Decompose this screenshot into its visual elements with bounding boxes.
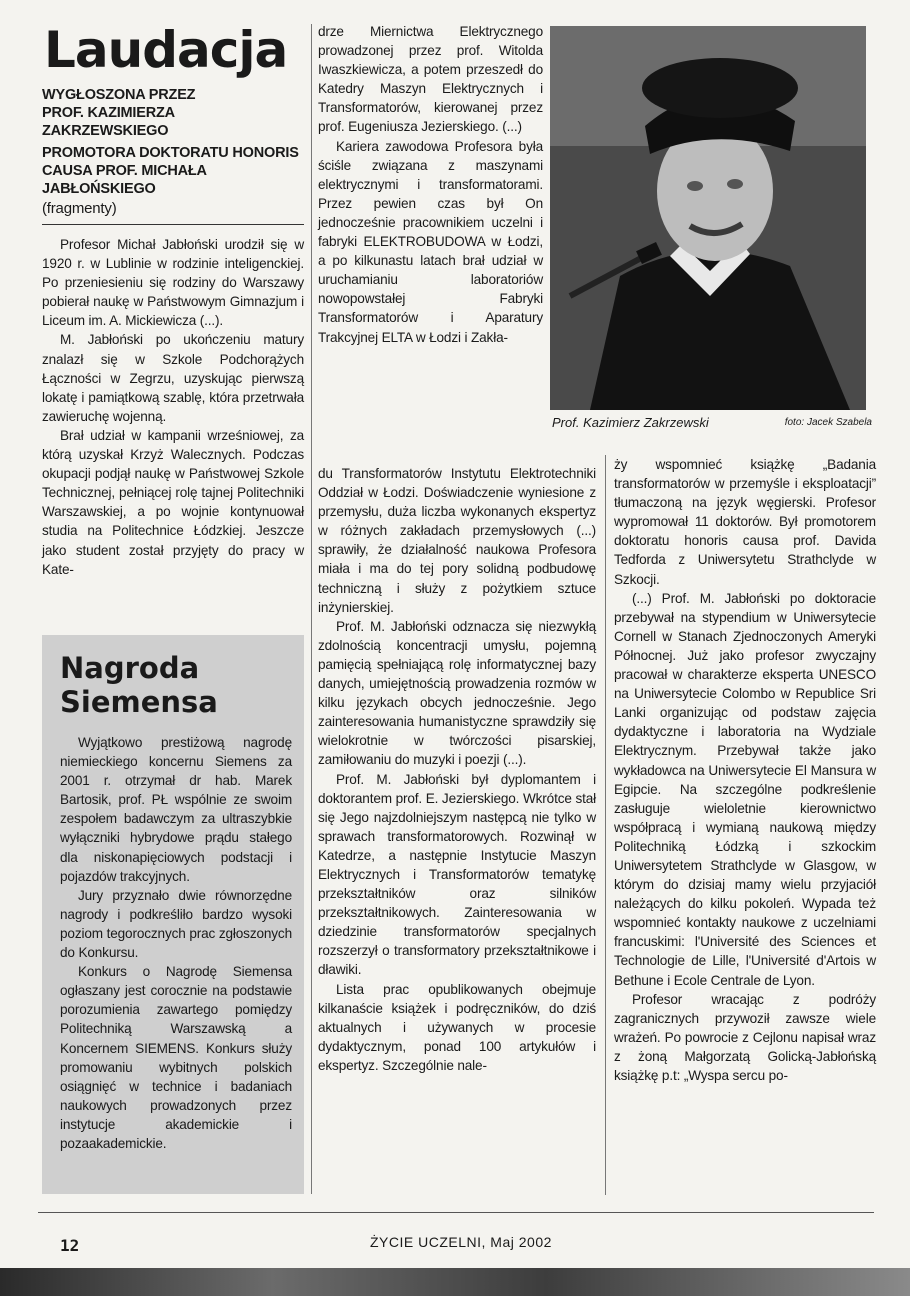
portrait-illustration <box>550 26 866 410</box>
article-title: Laudacja <box>44 21 288 79</box>
article-paragraph: drze Miernictwa Elektrycznego prowadzonej przez prof. Witolda Iwaszkiewicza, a potem przeszedł do Katedry Maszyn Elektrycznych i Transformatorów, kierowanej przez prof. Eugeniusza Jezierskiego. (...) <box>318 24 543 135</box>
photo-caption <box>552 415 872 433</box>
article-paragraph: Profesor wracając z podróży zagranicznych przywoził zawsze wiele wrażeń. Po powrocie z Cejlonu napisał wraz z żoną Małgorzatą Golicką-Jabłońską książkę p.t: „Wyspa sercu po- <box>614 991 876 1083</box>
footer-rule <box>38 1212 874 1213</box>
sidebar-title-line: Nagroda <box>60 651 200 685</box>
article-left-column <box>42 22 304 579</box>
article-paragraph: Kariera zawodowa Profesora była ściśle związana z maszynami elektrycznymi i transformatorami. Przez pewien czas był On jednocześnie pracownikiem uczelni i fabryki ELEKTROBUDOWA w Łodzi, a po kilkunastu latach brał udział w uruchamianiu laboratoriów nowopowstałej Fabryki Transformatorów i Aparatury Trakcyjnej ELTA w Łodzi i Zakła- <box>318 138 543 345</box>
article-paragraph: (...) Prof. M. Jabłoński po doktoracie przebywał na stypendium w Uniwersytecie Cornell w Stanach Zjednoczonych Ameryki Północnej. Już jako profesor zwyczajny pracował w charakterze eksperta UNESCO na Uniwersytecie Colombo w Republice Sri Lanki organizując od podstaw zajęcia dydaktyczne i laboratoria na Wydziale Elektrycznym. Przebywał także jako wykładowca na Uniwersytecie El Mansura w Egipcie. Na szczególne podkreślenie zasługuje wieloletnie kierownictwo współpracą i wymianą naukową między Politechniką Łódzką i szkockim Uniwersytetem Strathclyde w Glasgow, w którym do dzisiaj mamy wielu przyjaciół należących do kilku pokoleń. Wypada też wspomnieć kontakty naukowe z uczelniami francuskimi: l'Université des Sciences et Technologie de Lille, l'Université d'Artois w Bethune i Ecole Centrale de Lyon. <box>614 590 876 988</box>
article-paragraph: ży wspomnieć książkę „Badania transformatorów w przemyśle i eksploatacji” tłumaczoną na język węgierski. Profesor wypromował 11 doktorów. Był promotorem doktoratu honoris causa prof. Davida Tedforda z Uniwersytetu Strathclyde w Szkocji. <box>614 457 876 587</box>
article-paragraph: M. Jabłoński po ukończeniu matury znalazł się w Szkole Podchorążych Łączności w Zegrzu, uzyskując pierwszą lokatę i pamiątkową szablę, która przetrwała zawieruchę wojenną. <box>42 332 304 424</box>
portrait-photo <box>550 26 866 410</box>
sidebar-paragraph: Konkurs o Nagrodę Siemensa ogłaszany jest corocznie na podstawie porozumienia zawartego pomiędzy Politechniką Warszawską a Koncernem SIEMENS. Konkurs służy promowaniu wybitnych polskich osiągnięć w technice i badaniach naukowych prowadzonych przez instytucje akademickie i pozaakademickie. <box>60 964 292 1151</box>
subtitle-fragments: (fragmenty) <box>42 200 117 217</box>
subtitle-line: WYGŁOSZONA PRZEZ <box>42 87 196 103</box>
journal-name: ŻYCIE UCZELNI, Maj 2002 <box>370 1234 552 1250</box>
article-paragraph: Prof. M. Jabłoński odznacza się niezwykłą zdolnością koncentracji umysłu, pojemną pamięcią spełniającą rolę informatycznej bazy danych, umiejętnością prowadzenia rozmów w kilku językach obcych jednocześnie. Jego zainteresowania humanistyczne sprawdziły się wielokrotnie w twórczości pisarskiej, zamiłowaniu do muzyki i poezji (...). <box>318 618 596 768</box>
sidebar-title-line: Siemensa <box>60 685 218 719</box>
article-paragraph: Prof. M. Jabłoński był dyplomantem i doktorantem prof. E. Jezierskiego. Wkrótce stał się Jego najzdolniejszym następcą nie tylko w sprawach transformatorowych. Rozwinął w Katedrze, a następnie Instytucie Maszyn Elektrycznych i Transformatorów tematykę przekształtników oraz silników przekształtnikowych. Zainteresowania w dziedzinie transformatorów specjalnych rozszerzył o transformatory przekształtnikowe i dławiki. <box>318 771 596 978</box>
caption-text: Prof. Kazimierz Zakrzewski <box>552 415 709 430</box>
sidebar-paragraph: Wyjątkowo prestiżową nagrodę niemieckiego koncernu Siemens za 2001 r. otrzymał dr hab. Marek Bartosik, prof. PŁ wspólnie ze swoim zespołem badawczym za ultraszybkie wyłączniki hybrydowe prądu stałego dla niskonapięciowych podstacji i pojazdów trakcyjnych. <box>60 735 292 884</box>
article-right-column <box>614 455 876 1085</box>
column-divider <box>605 455 606 1195</box>
siemens-sidebar <box>42 635 304 1194</box>
article-paragraph: du Transformatorów Instytutu Elektrotechniki Oddział w Łodzi. Doświadczenie wyniesione z przemysłu, duża liczba wykonanych ekspertyz w różnych zakładach przemysłowych (...) sprawiły, że działalność naukowa Profesora miała i ma do tej pory solidną podbudowę techniczną i służy z pożytkiem sztuce inżynierskiej. <box>318 466 596 615</box>
article-middle-column-lower <box>318 464 596 1075</box>
article-paragraph: Brał udział w kampanii wrześniowej, za którą uzyskał Krzyż Walecznych. Podczas okupacji podjął naukę w Państwowej Szkole Technicznej, pełniącej rolę tajnej Politechniki Warszawskiej, a po wojnie kontynuował studia na Politechnice Łódzkiej. Jeszcze jako student został przyjęty do pracy w Kate- <box>42 427 304 577</box>
article-paragraph: Lista prac opublikowanych obejmuje kilkanaście książek i podręczników, do dziś aktualnych i używanych w procesie dydaktycznym, ponad 100 artykułów i ekspertyz. Szczególnie nale- <box>318 981 596 1073</box>
article-paragraph: Profesor Michał Jabłoński urodził się w 1920 r. w Lublinie w rodzinie inteligenckiej. Po przeniesieniu się rodziny do Warszawy pobierał naukę w Państwowym Gimnazjum i Liceum im. A. Mickiewicza (...). <box>42 237 304 329</box>
article-middle-column <box>318 22 543 347</box>
column-divider <box>311 24 312 1194</box>
subtitle-line: PROMOTORA DOKTORATU HONORIS <box>42 145 299 161</box>
article-subtitle <box>42 86 304 218</box>
scan-edge <box>0 1268 910 1296</box>
sidebar-title <box>60 651 292 719</box>
subtitle-line: CAUSA PROF. MICHAŁA JABŁOŃSKIEGO <box>42 163 207 197</box>
page-number: 12 <box>60 1236 80 1255</box>
photo-credit: foto: Jacek Szabela <box>784 417 872 428</box>
subtitle-line: PROF. KAZIMIERZA ZAKRZEWSKIEGO <box>42 105 175 139</box>
sidebar-paragraph: Jury przyznało dwie równorzędne nagrody i podkreśliło bardzo wysoki poziom tegorocznych prac zgłoszonych do Konkursu. <box>60 887 292 961</box>
title-rule <box>42 224 304 225</box>
